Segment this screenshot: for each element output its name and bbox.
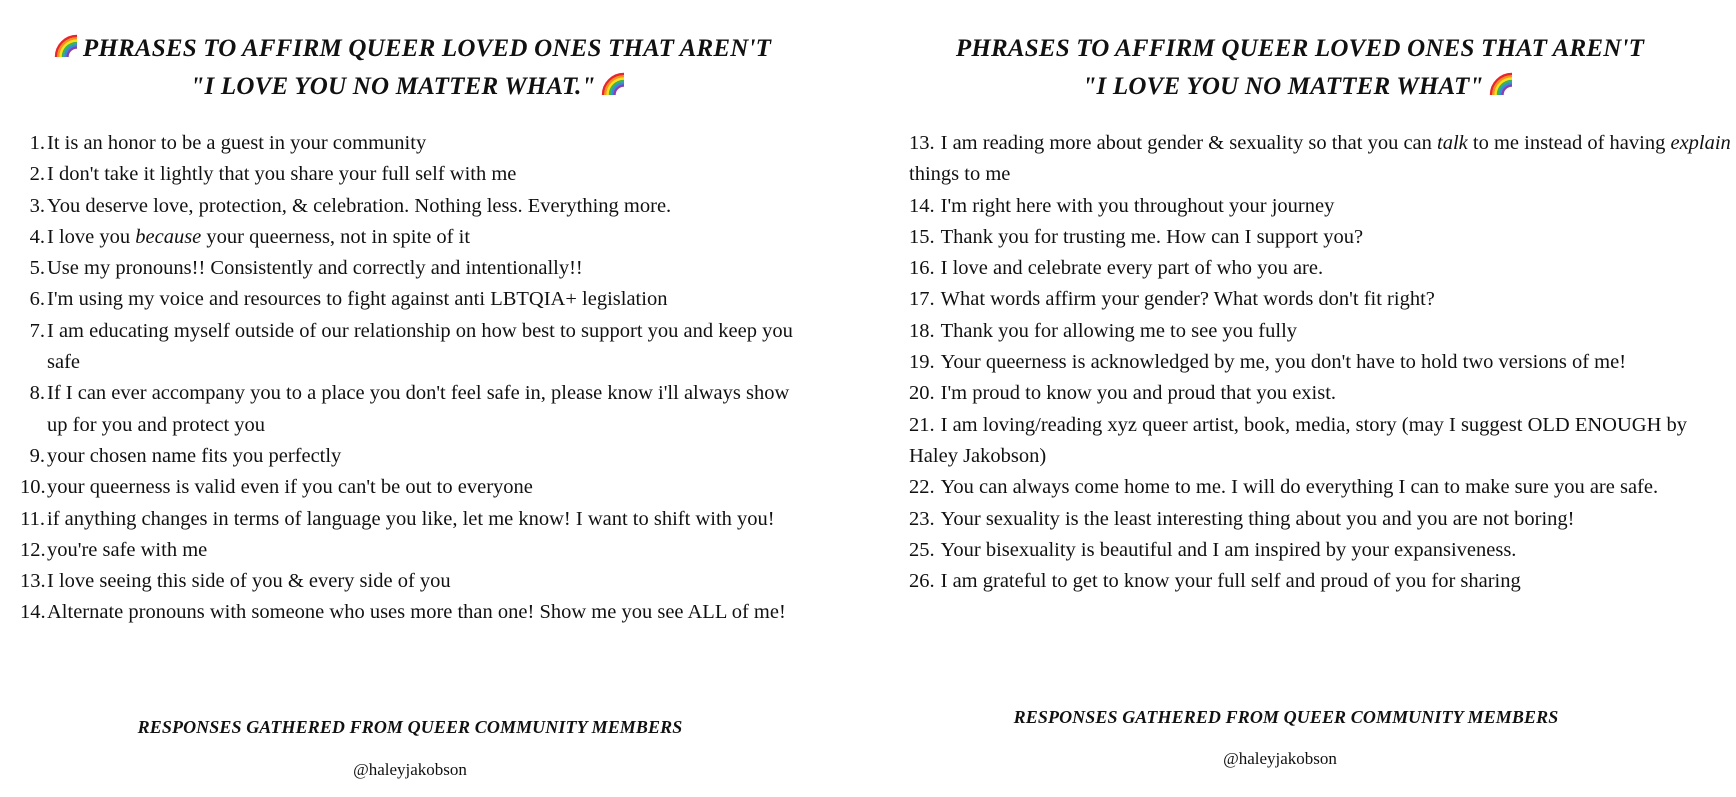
- title-text-2: "I LOVE YOU NO MATTER WHAT.": [190, 73, 596, 100]
- list-item: [909, 472, 1736, 503]
- item-number: 1.: [29, 132, 45, 154]
- item-text-part: Your bisexuality is beautiful and I am inspired by your expansiveness.: [940, 538, 1517, 561]
- phrase-list: [909, 128, 1736, 597]
- item-number: 23.: [909, 507, 935, 530]
- page-title: [900, 30, 1700, 106]
- item-text-part: I love seeing this side of you & every side of you: [47, 570, 451, 593]
- item-text-part: things to me: [909, 163, 1011, 186]
- left-panel: [0, 0, 860, 797]
- title-line-2: [20, 68, 800, 106]
- rainbow-icon: [53, 33, 79, 59]
- list-item: [20, 222, 810, 253]
- item-number: 10.: [20, 476, 46, 499]
- item-number: 17.: [909, 288, 935, 311]
- list-item: [20, 159, 810, 190]
- list-item: [20, 597, 810, 628]
- item-emphasis: because: [135, 225, 202, 248]
- item-number: 18.: [909, 319, 935, 342]
- list-item: [20, 378, 810, 441]
- item-text-part: I am educating myself outside of our relationship on how best to support you and keep you safe: [47, 319, 793, 374]
- page-title: [20, 30, 800, 106]
- list-item: [20, 504, 810, 535]
- list-item: [20, 566, 810, 597]
- item-text-part: I love you: [47, 225, 136, 248]
- item-text-part: Use my pronouns!! Consistently and correctly and intentionally!!: [47, 257, 583, 280]
- item-text: [941, 288, 1435, 310]
- title-text-1: PHRASES TO AFFIRM QUEER LOVED ONES THAT AREN'T: [955, 35, 1645, 62]
- list-item: [20, 284, 810, 315]
- item-text: [47, 472, 810, 503]
- item-text: [941, 320, 1297, 342]
- item-text: [47, 159, 810, 190]
- list-item: [20, 316, 810, 379]
- item-number: 11.: [20, 507, 45, 530]
- item-text-part: you're safe with me: [47, 538, 208, 561]
- item-text-part: What words affirm your gender? What words don't fit right?: [940, 288, 1435, 311]
- list-item: [20, 128, 810, 159]
- item-text-part: I'm proud to know you and proud that you exist.: [940, 382, 1337, 405]
- title-line-1: [900, 30, 1700, 68]
- list-item: [20, 441, 810, 472]
- item-text: [47, 284, 810, 315]
- item-text-part: Your queerness is acknowledged by me, you don't have to hold two versions of me!: [940, 351, 1627, 374]
- item-number: 20.: [909, 382, 935, 405]
- item-number: 14.: [909, 194, 935, 217]
- list-item: [909, 504, 1736, 535]
- item-text-part: I'm using my voice and resources to fight against anti LBTQIA+ legislation: [47, 288, 668, 311]
- item-number: 15.: [909, 225, 935, 248]
- item-text: [47, 222, 810, 253]
- list-item: [909, 128, 1736, 191]
- item-text-part: Thank you for allowing me to see you fully: [940, 319, 1298, 342]
- item-text: [47, 535, 810, 566]
- item-number: 22.: [909, 476, 935, 499]
- list-item: [909, 410, 1736, 473]
- item-number: 2.: [29, 163, 45, 186]
- item-text: [909, 414, 1687, 467]
- item-text: [941, 257, 1323, 279]
- item-text: [941, 382, 1336, 404]
- rainbow-icon: [600, 71, 626, 97]
- item-text: [47, 191, 810, 222]
- item-text: [941, 570, 1521, 592]
- list-item: [20, 472, 810, 503]
- list-item: [909, 566, 1736, 597]
- item-number: 8.: [29, 382, 45, 405]
- item-text: [941, 508, 1575, 530]
- item-text: [47, 566, 810, 597]
- list-item: [909, 347, 1736, 378]
- item-number: 21.: [909, 413, 935, 436]
- item-text: [47, 441, 810, 472]
- item-text: [47, 253, 810, 284]
- list-item: [909, 535, 1736, 566]
- item-number: 26.: [909, 570, 935, 593]
- item-text: [47, 128, 810, 159]
- item-number: 13.: [20, 570, 46, 593]
- item-text: [941, 539, 1517, 561]
- item-text-part: if anything changes in terms of language you like, let me know! I want to shift with you!: [47, 507, 775, 530]
- title-text-2: "I LOVE YOU NO MATTER WHAT": [1082, 73, 1484, 100]
- title-line-1: [20, 30, 800, 68]
- item-text-part: It is an honor to be a guest in your community: [47, 132, 427, 154]
- item-emphasis: explain: [1670, 132, 1731, 154]
- item-number: 4.: [29, 225, 45, 248]
- title-line-2: [900, 68, 1700, 106]
- item-number: 16.: [909, 257, 935, 280]
- item-text-part: I'm right here with you throughout your journey: [940, 194, 1335, 217]
- item-text: [47, 378, 810, 441]
- item-number: 25.: [909, 538, 935, 561]
- item-text: [941, 476, 1658, 498]
- author-handle: @haleyjakobson: [1223, 749, 1337, 768]
- rainbow-icon: [1488, 71, 1514, 97]
- item-text: [941, 351, 1626, 373]
- list-item: [909, 191, 1736, 222]
- item-text-part: You deserve love, protection, & celebration. Nothing less. Everything more.: [47, 194, 672, 217]
- list-item: [909, 378, 1736, 409]
- item-text-part: I don't take it lightly that you share your full self with me: [47, 163, 517, 186]
- credit-line: RESPONSES GATHERED FROM QUEER COMMUNITY MEMBERS: [1013, 707, 1559, 727]
- item-number: 13.: [909, 132, 935, 154]
- item-number: 9.: [29, 444, 45, 467]
- right-panel: [880, 0, 1736, 797]
- item-text: [47, 597, 810, 628]
- item-text-part: I am reading more about gender & sexuality so that you can: [940, 132, 1438, 154]
- item-text-part: your chosen name fits you perfectly: [47, 444, 342, 467]
- item-emphasis: talk: [1437, 132, 1468, 154]
- item-number: 5.: [29, 257, 45, 280]
- item-text-part: I love and celebrate every part of who you are.: [940, 257, 1324, 280]
- item-number: 3.: [29, 194, 45, 217]
- item-text: [47, 504, 810, 535]
- item-number: 7.: [29, 319, 45, 342]
- list-item: [20, 535, 810, 566]
- item-text: [909, 132, 1731, 185]
- item-number: 6.: [29, 288, 45, 311]
- title-text-1: PHRASES TO AFFIRM QUEER LOVED ONES THAT AREN'T: [82, 35, 772, 62]
- item-text-part: If I can ever accompany you to a place you don't feel safe in, please know i'll always show up for you and protect you: [47, 382, 790, 436]
- phrase-list: [20, 128, 810, 629]
- item-number: 19.: [909, 351, 935, 374]
- item-text-part: Thank you for trusting me. How can I support you?: [940, 225, 1364, 248]
- item-text-part: Alternate pronouns with someone who uses more than one! Show me you see ALL of me!: [47, 601, 786, 624]
- item-text-part: your queerness, not in spite of it: [201, 225, 471, 248]
- list-item: [909, 253, 1736, 284]
- item-number: 12.: [20, 538, 46, 561]
- item-text: [941, 226, 1363, 248]
- author-handle: @haleyjakobson: [353, 760, 467, 779]
- list-item: [909, 222, 1736, 253]
- list-item: [909, 284, 1736, 315]
- item-text-part: You can always come home to me. I will do everything I can to make sure you are safe.: [940, 476, 1659, 499]
- item-text: [941, 195, 1335, 217]
- item-text-part: to me instead of having: [1467, 132, 1671, 154]
- list-item: [20, 191, 810, 222]
- list-item: [20, 253, 810, 284]
- item-text-part: I am grateful to get to know your full self and proud of you for sharing: [940, 570, 1521, 593]
- item-text-part: Your sexuality is the least interesting thing about you and you are not boring!: [940, 507, 1575, 530]
- item-number: 14.: [20, 601, 46, 624]
- item-text: [47, 316, 810, 379]
- credit-line: RESPONSES GATHERED FROM QUEER COMMUNITY MEMBERS: [137, 717, 683, 737]
- item-text-part: I am loving/reading xyz queer artist, book, media, story (may I suggest OLD ENOUGH by Haley Jakobson): [909, 413, 1688, 467]
- list-item: [909, 316, 1736, 347]
- item-text-part: your queerness is valid even if you can't be out to everyone: [47, 476, 533, 499]
